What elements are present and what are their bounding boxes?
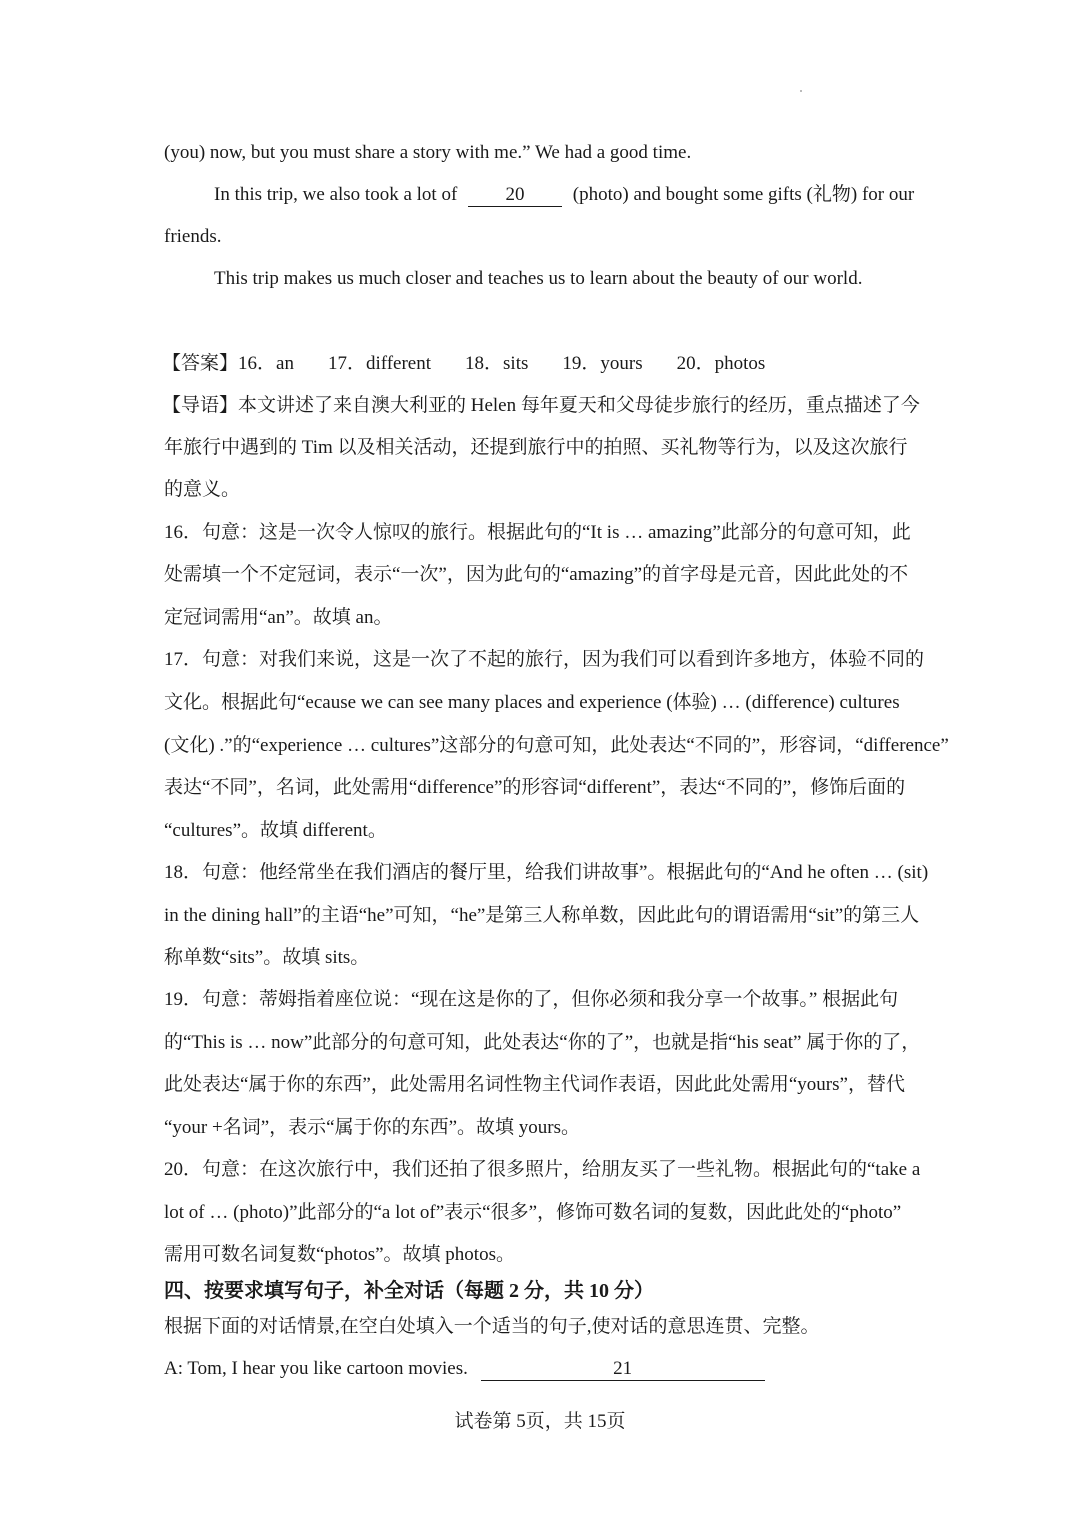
explanation-19-line-2: 的“This is … now”此部分的句意可知，此处表达“你的了”，也就是指“his seat” 属于你的了， (164, 1032, 921, 1053)
answer-19: 19．yours (562, 353, 643, 374)
explanation-18-line-1: 18．句意：他经常坐在我们酒店的餐厅里，给我们讲故事”。根据此句的“And he often … (sit) (164, 862, 929, 883)
answer-17: 17．different (327, 353, 432, 374)
passage-line-2-after: (photo) and bought some gifts (礼物) for our (572, 184, 915, 205)
passage-line-1: (you) now, but you must share a story with me.” We had a good time. (164, 142, 692, 163)
explanation-17-line-4: 表达“不同”，名词，此处需用“difference”的形容词“different”，表达“不同的”，修饰后面的 (164, 777, 906, 798)
explanation-16-line-2: 处需填一个不定冠词，表示“一次”，因为此句的“amazing”的首字母是元音，因此此处的不 (164, 564, 909, 585)
explanation-18-line-3: 称单数“sits”。故填 sits。 (164, 947, 370, 968)
explanation-17-line-1: 17．句意：对我们来说，这是一次了不起的旅行，因为我们可以看到许多地方，体验不同的 (164, 649, 925, 670)
explanation-20-line-3: 需用可数名词复数“photos”。故填 photos。 (164, 1244, 515, 1265)
scan-mark (800, 90, 802, 92)
section-4-heading: 四、按要求填写句子，补全对话（每题 2 分，共 10 分） (164, 1280, 654, 1302)
answer-16: 16．an (238, 353, 294, 374)
passage-line-2-before: In this trip, we also took a lot of (214, 184, 458, 205)
answer-20: 20．photos (676, 353, 766, 374)
explanation-16-line-1: 16．句意：这是一次令人惊叹的旅行。根据此句的“It is … amazing”此部分的句意可知，此 (164, 522, 911, 543)
dialog-a-text: A: Tom, I hear you like cartoon movies. (164, 1358, 468, 1379)
answer-blank-20[interactable]: 20 (468, 184, 562, 207)
explanation-17-line-3: (文化) .”的“experience … cultures”这部分的句意可知，此处表达“不同的”，形容词，“difference” (164, 735, 949, 756)
answer-blank-21[interactable]: 21 (481, 1358, 765, 1381)
explanation-20-line-2: lot of … (photo)”此部分的“a lot of”表示“很多”，修饰可数名词的复数，因此此处的“photo” (164, 1202, 902, 1223)
page-footer: 试卷第 5页，共 15页 (454, 1411, 626, 1432)
guide-line-2: 年旅行中遇到的 Tim 以及相关活动，还提到旅行中的拍照、买礼物等行为，以及这次旅行 (164, 437, 908, 458)
passage-line-3: friends. (164, 226, 222, 247)
explanation-19-line-4: “your +名词”，表示“属于你的东西”。故填 yours。 (164, 1117, 580, 1138)
explanation-17-line-5: “cultures”。故填 different。 (164, 820, 387, 841)
answer-label: 【答案】 (162, 353, 239, 374)
explanation-20-line-1: 20．句意：在这次旅行中，我们还拍了很多照片，给朋友买了一些礼物。根据此句的“take a (164, 1159, 921, 1180)
guide-line-3: 的意义。 (164, 479, 241, 500)
guide-line-1: 【导语】本文讲述了来自澳大利亚的 Helen 每年夏天和父母徒步旅行的经历，重点描述了今 (162, 395, 920, 416)
answer-18: 18．sits (465, 353, 529, 374)
explanation-18-line-2: in the dining hall”的主语“he”可知，“he”是第三人称单数，因此此句的谓语需用“sit”的第三人 (164, 905, 920, 926)
answer-key (162, 350, 922, 378)
dialog-line-a (164, 1355, 924, 1383)
explanation-16-line-3: 定冠词需用“an”。故填 an。 (164, 607, 393, 628)
passage-line-4: This trip makes us much closer and teaches us to learn about the beauty of our world. (214, 268, 863, 289)
explanation-19-line-1: 19．句意：蒂姆指着座位说：“现在这是你的了，但你必须和我分享一个故事。” 根据此句 (164, 989, 899, 1010)
explanation-19-line-3: 此处表达“属于你的东西”，此处需用名词性物主代词作表语，因此此处需用“yours”，替代 (164, 1074, 905, 1095)
explanation-17-line-2: 文化。根据此句“ecause we can see many places and experience (体验) … (difference) cultures (164, 692, 900, 713)
passage-line-2 (214, 181, 974, 209)
section-4-instruction: 根据下面的对话情景,在空白处填入一个适当的句子,使对话的意思连贯、完整。 (164, 1316, 820, 1337)
